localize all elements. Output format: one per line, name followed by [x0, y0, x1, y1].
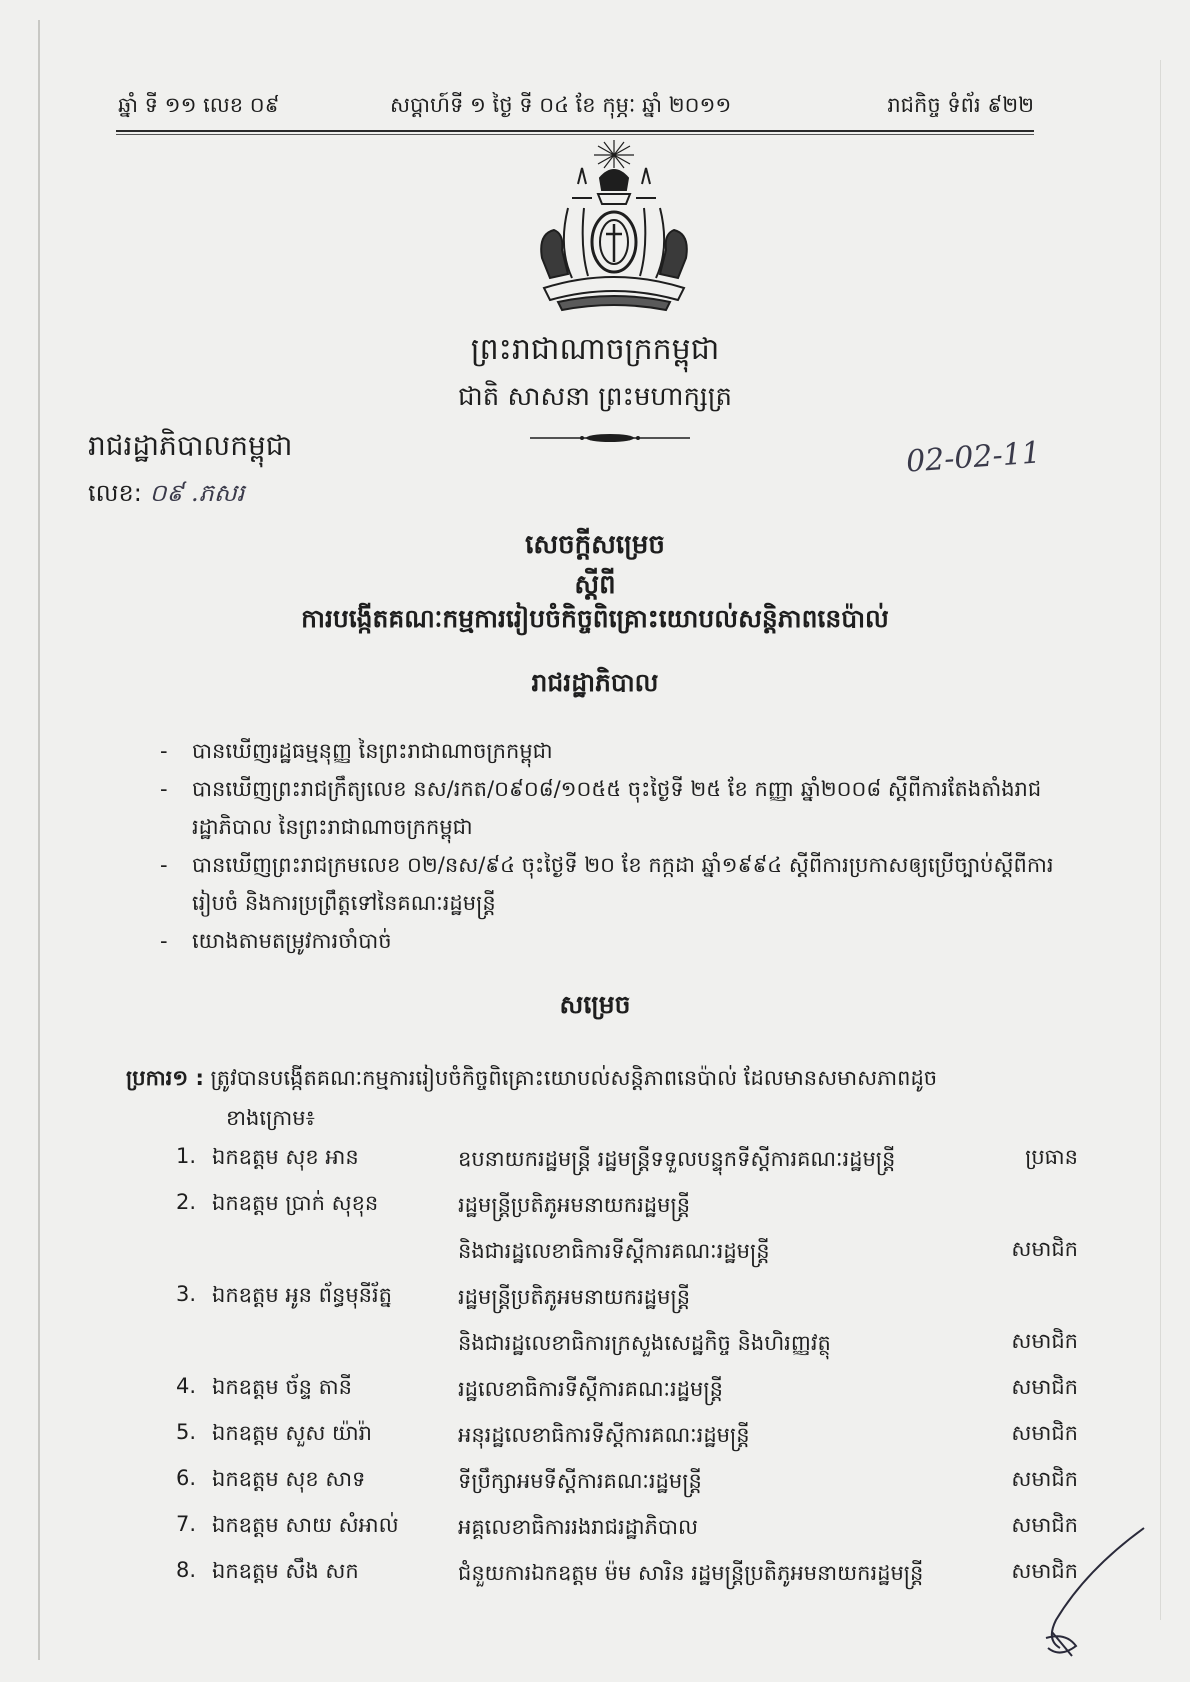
member-number: 2. — [176, 1190, 197, 1214]
member-name: ឯកឧត្តម សុខ អាន — [212, 1145, 359, 1169]
member-name: ឯកឧត្តម សួស យ៉ារ៉ា — [212, 1421, 372, 1445]
member-position-line: អគ្គលេខាធិការរងរាជរដ្ឋាភិបាល — [458, 1515, 698, 1539]
member-row — [176, 1458, 1078, 1504]
initials-signature-icon — [1016, 1520, 1146, 1660]
reference-label: លេខ: — [88, 479, 142, 507]
member-row — [176, 1504, 1078, 1550]
ornament-divider-icon — [530, 430, 690, 446]
header-divider-thin — [116, 134, 1034, 135]
header-divider — [116, 130, 1034, 132]
member-name: ឯកឧត្តម ច័ន្ទ តានី — [212, 1375, 352, 1399]
considerations-list — [160, 732, 1060, 960]
member-name: ឯកឧត្តម អូន ព័ន្ធមុនីរ័ត្ន — [212, 1283, 392, 1307]
member-number: 6. — [176, 1466, 197, 1490]
member-position — [458, 1550, 978, 1596]
member-position — [458, 1182, 978, 1274]
member-role: សមាជិក — [1011, 1237, 1078, 1261]
member-position-line: ទីប្រឹក្សាអមទីស្តីការគណៈរដ្ឋមន្ត្រី — [458, 1469, 702, 1493]
member-name: ឯកឧត្តម សុខ សាទ — [212, 1467, 366, 1491]
member-row — [176, 1550, 1078, 1596]
member-position — [458, 1136, 978, 1182]
member-row — [176, 1412, 1078, 1458]
member-position — [458, 1504, 978, 1550]
member-position-line: រដ្ឋមន្ត្រីប្រតិភូអមនាយករដ្ឋមន្ត្រី — [458, 1193, 691, 1217]
member-number: 5. — [176, 1420, 197, 1444]
member-position-line: អនុរដ្ឋលេខាធិការទីស្តីការគណៈរដ្ឋមន្ត្រី — [458, 1423, 750, 1447]
reference-handwritten: ០៩ .ភសរ — [149, 479, 245, 507]
consideration-item: - បានឃើញព្រះរាជក្រមលេខ ០២/នស/៩៤ ចុះថ្ងៃទី ២០ ខែ កក្កដា ឆ្នាំ១៩៩៤ ស្តីពីការប្រកាសឲ្យប្រើច្បាប់ស្តីពីការរៀបចំ និងការប្រព្រឹត្តទៅនៃគណៈរដ្ឋមន្ត្រី — [160, 846, 1060, 922]
gazette-issue: ឆ្នាំ ទី ១១ លេខ ០៩ — [118, 93, 280, 117]
member-position — [458, 1366, 978, 1412]
member-name: ឯកឧត្តម សាយ សំអាល់ — [212, 1513, 399, 1537]
member-role: សមាជិក — [1011, 1513, 1078, 1537]
national-motto: ជាតិ សាសនា ព្រះមហាក្សត្រ — [458, 382, 732, 412]
member-position — [458, 1274, 978, 1366]
member-position — [458, 1412, 978, 1458]
title-regarding: ស្តីពី — [574, 570, 616, 600]
member-role: សមាជិក — [1011, 1375, 1078, 1399]
member-position — [458, 1458, 978, 1504]
member-row — [176, 1136, 1078, 1182]
gazette-header — [118, 92, 1034, 126]
member-position-line: រដ្ឋមន្ត្រីប្រតិភូអមនាយករដ្ឋមន្ត្រី — [458, 1285, 691, 1309]
reference-number — [88, 478, 244, 513]
document-subject: ការបង្កើតគណៈកម្មការរៀបចំកិច្ចពិគ្រោះយោបល់សន្តិភាពនេប៉ាល់ — [301, 604, 889, 633]
member-position-line: និងជារដ្ឋលេខាធិការទីស្តីការគណៈរដ្ឋមន្ត្រី — [458, 1239, 770, 1263]
consideration-item: - យោងតាមតម្រូវការចាំបាច់ — [160, 922, 1060, 960]
document-title: សេចក្តីសម្រេច — [525, 530, 665, 560]
kingdom-name: ព្រះរាជាណាចក្រកម្ពុជា — [470, 332, 720, 367]
member-row — [176, 1366, 1078, 1412]
member-position-line: ជំនួយការឯកឧត្តម ម៉ម សារិន រដ្ឋមន្ត្រីប្រតិភូអមនាយករដ្ឋមន្ត្រី — [458, 1561, 924, 1585]
member-position-line: ឧបនាយករដ្ឋមន្ត្រី រដ្ឋមន្ត្រីទទួលបន្ទុកទីស្តីការគណៈរដ្ឋមន្ត្រី — [458, 1147, 896, 1171]
consideration-item: - បានឃើញព្រះរាជក្រឹត្យលេខ នស/រកត/០៩០៨/១០៥៥ ចុះថ្ងៃទី ២៥ ខែ កញ្ញា ឆ្នាំ២០០៨ ស្តីពីការតែងតាំងរាជរដ្ឋាភិបាល នៃព្រះរាជាណាចក្រកម្ពុជា — [160, 770, 1060, 846]
member-role: សមាជិក — [1011, 1421, 1078, 1445]
member-number: 7. — [176, 1512, 197, 1536]
article-text-continued: ខាងក្រោម៖ — [226, 1106, 315, 1130]
authority-heading: រាជរដ្ឋាភិបាល — [531, 668, 659, 697]
member-number: 1. — [176, 1144, 197, 1168]
member-role: សមាជិក — [1011, 1559, 1078, 1583]
issuing-government: រាជរដ្ឋាភិបាលកម្ពុជា — [88, 429, 293, 462]
consideration-item: - បានឃើញរដ្ឋធម្មនុញ្ញ នៃព្រះរាជាណាចក្រកម្ពុជា — [160, 732, 1060, 770]
member-number: 8. — [176, 1558, 197, 1582]
member-name: ឯកឧត្តម សឹង សក — [212, 1559, 359, 1583]
member-name: ឯកឧត្តម ប្រាក់ សុខុន — [212, 1191, 379, 1215]
member-row — [176, 1274, 1078, 1366]
handwritten-date: 02-02-11 — [904, 435, 1042, 480]
decides-heading: សម្រេច — [559, 990, 631, 1019]
member-position-line: និងជារដ្ឋលេខាធិការក្រសួងសេដ្ឋកិច្ច និងហិរញ្ញវត្ថុ — [458, 1331, 831, 1355]
member-role: សមាជិក — [1011, 1329, 1078, 1353]
article-text: ត្រូវបានបង្កើតគណៈកម្មការរៀបចំកិច្ចពិគ្រោះយោបល់សន្តិភាពនេប៉ាល់ ដែលមានសមាសភាពដូច — [210, 1066, 938, 1090]
member-position-line: រដ្ឋលេខាធិការទីស្តីការគណៈរដ្ឋមន្ត្រី — [458, 1377, 723, 1401]
scan-edge-left — [38, 20, 40, 1660]
scan-edge-right — [1160, 60, 1161, 1620]
member-number: 4. — [176, 1374, 197, 1398]
members-list — [176, 1136, 1078, 1596]
royal-emblem-icon — [528, 138, 700, 316]
gazette-date: សប្តាហ៍ទី ១ ថ្ងៃ ទី ០៤ ខែ កុម្ភៈ ឆ្នាំ ២០១១ — [390, 93, 732, 117]
article-1 — [126, 1058, 1066, 1130]
member-row — [176, 1182, 1078, 1274]
article-label: ប្រការ១ : — [126, 1066, 204, 1090]
member-role: សមាជិក — [1011, 1467, 1078, 1491]
gazette-page: រាជកិច្ច ទំព័រ ៩២២ — [887, 93, 1034, 117]
member-role: ប្រធាន — [1025, 1145, 1078, 1169]
member-number: 3. — [176, 1282, 197, 1306]
